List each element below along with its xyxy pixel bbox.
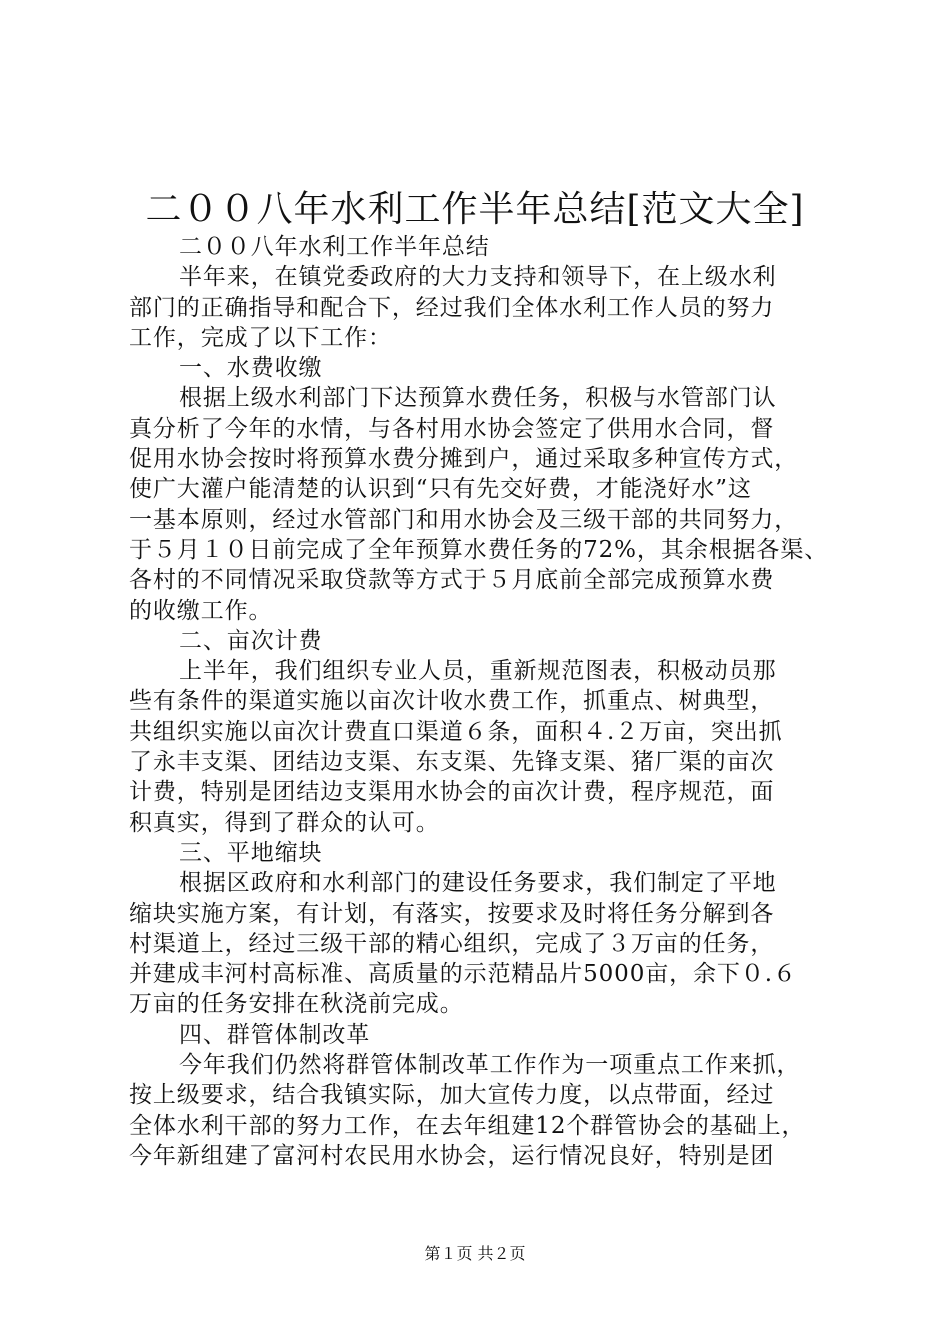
paragraph-line: 缩块实施方案，有计划，有落实，按要求及时将任务分解到各 [129, 900, 775, 927]
paragraph-line: 计费，特别是团结边支渠用水协会的亩次计费，程序规范，面 [129, 779, 775, 806]
section-heading: 四、群管体制改革 [179, 1021, 371, 1048]
paragraph-line: 共组织实施以亩次计费直口渠道６条，面积４.２万亩，突出抓 [129, 718, 783, 745]
paragraph-line: 村渠道上，经过三级干部的精心组织，完成了３万亩的任务， [129, 930, 775, 957]
page-footer: 第１页 共２页 [424, 1244, 526, 1263]
paragraph-line: 并建成丰河村高标准、高质量的示范精品片5000亩，余下０.６ [129, 961, 797, 988]
paragraph-line: 真分析了今年的水情，与各村用水协会签定了供用水合同，督 [129, 415, 775, 442]
section-heading: 一、水费收缴 [179, 355, 323, 382]
paragraph-line: 使广大灌户能清楚的认识到“只有先交好费，才能浇好水”这 [129, 476, 752, 503]
paragraph-line: 按上级要求，结合我镇实际，加大宣传力度，以点带面，经过 [129, 1082, 775, 1109]
paragraph-line: 促用水协会按时将预算水费分摊到户，通过采取多种宣传方式， [129, 446, 799, 473]
paragraph-line: 全体水利干部的努力工作，在去年组建12个群管协会的基础上， [129, 1112, 806, 1139]
section-heading: 二、亩次计费 [179, 627, 323, 654]
paragraph-line: 半年来，在镇党委政府的大力支持和领导下，在上级水利 [179, 264, 777, 291]
paragraph-line: 今年我们仍然将群管体制改革工作作为一项重点工作来抓， [179, 1052, 801, 1079]
paragraph-line: 积真实，得到了群众的认可。 [129, 809, 440, 836]
paragraph-line: 部门的正确指导和配合下，经过我们全体水利工作人员的努力 [129, 294, 775, 321]
paragraph-line: 上半年，我们组织专业人员，重新规范图表，积极动员那 [179, 658, 777, 685]
paragraph-line: 工作，完成了以下工作： [129, 324, 392, 351]
paragraph-line: 一基本原则，经过水管部门和用水协会及三级干部的共同努力， [129, 506, 799, 533]
paragraph-line: 于５月１０日前完成了全年预算水费任务的72%，其余根据各渠、 [129, 536, 829, 563]
paragraph-line: 根据区政府和水利部门的建设任务要求，我们制定了平地 [179, 870, 777, 897]
paragraph-line: 的收缴工作。 [129, 597, 273, 624]
paragraph-line: 今年新组建了富河村农民用水协会，运行情况良好，特别是团 [129, 1142, 775, 1169]
paragraph-line: 根据上级水利部门下达预算水费任务，积极与水管部门认 [179, 385, 777, 412]
subtitle-line: 二００八年水利工作半年总结 [179, 234, 490, 260]
paragraph-line: 各村的不同情况采取贷款等方式于５月底前全部完成预算水费 [129, 567, 775, 594]
paragraph-line: 些有条件的渠道实施以亩次计收水费工作，抓重点、树典型， [129, 688, 775, 715]
document-body [129, 232, 829, 1171]
paragraph-line: 了永丰支渠、团结边支渠、东支渠、先锋支渠、猪厂渠的亩次 [129, 749, 775, 776]
document-title: 二００八年水利工作半年总结[范文大全] [145, 189, 805, 230]
section-heading: 三、平地缩块 [179, 839, 323, 866]
paragraph-line: 万亩的任务安排在秋浇前完成。 [129, 991, 464, 1018]
